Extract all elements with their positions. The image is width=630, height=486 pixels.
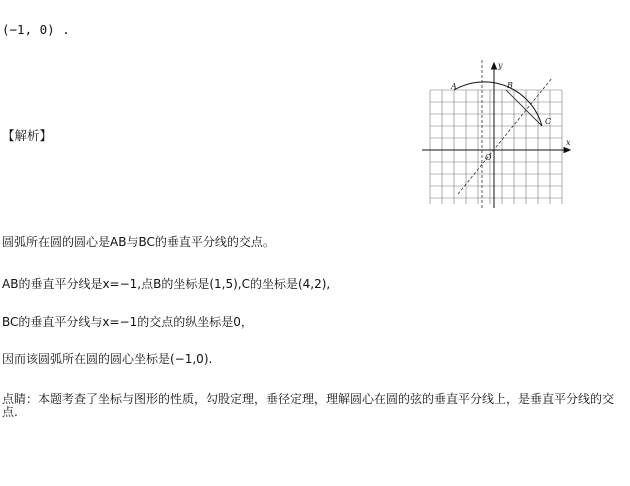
label-b: B: [507, 81, 513, 90]
y-axis-arrow: [492, 63, 497, 69]
paragraph-3: BC的垂直平分线与x=−1的交点的纵坐标是0，: [2, 315, 253, 329]
label-origin: O: [485, 153, 492, 162]
paragraph-2: AB的垂直平分线是x=−1,点B的坐标是(1,5),C的坐标是(4,2),: [2, 277, 331, 291]
section-heading: 【解析】: [2, 128, 53, 143]
comment-paragraph: 点睛：本题考查了坐标与图形的性质，勾股定理，垂径定理，理解圆心在圆的弦的垂直平分线上，是垂直平分线的交点.: [2, 392, 615, 419]
label-y: y: [498, 61, 503, 70]
coordinate-figure: [418, 58, 578, 210]
answer-line: (−1, 0) .: [2, 22, 70, 37]
chord-bc: [506, 90, 542, 126]
label-x: x: [566, 138, 571, 147]
paragraph-4: 因而该圆弧所在圆的圆心坐标是(−1,0).: [2, 352, 213, 366]
label-a: A: [451, 82, 457, 91]
paragraph-1: 圆弧所在圆的圆心是AB与BC的垂直平分线的交点。: [2, 235, 275, 249]
x-axis-arrow: [564, 148, 570, 153]
arc-abc: [454, 82, 542, 126]
label-c: C: [545, 117, 552, 126]
